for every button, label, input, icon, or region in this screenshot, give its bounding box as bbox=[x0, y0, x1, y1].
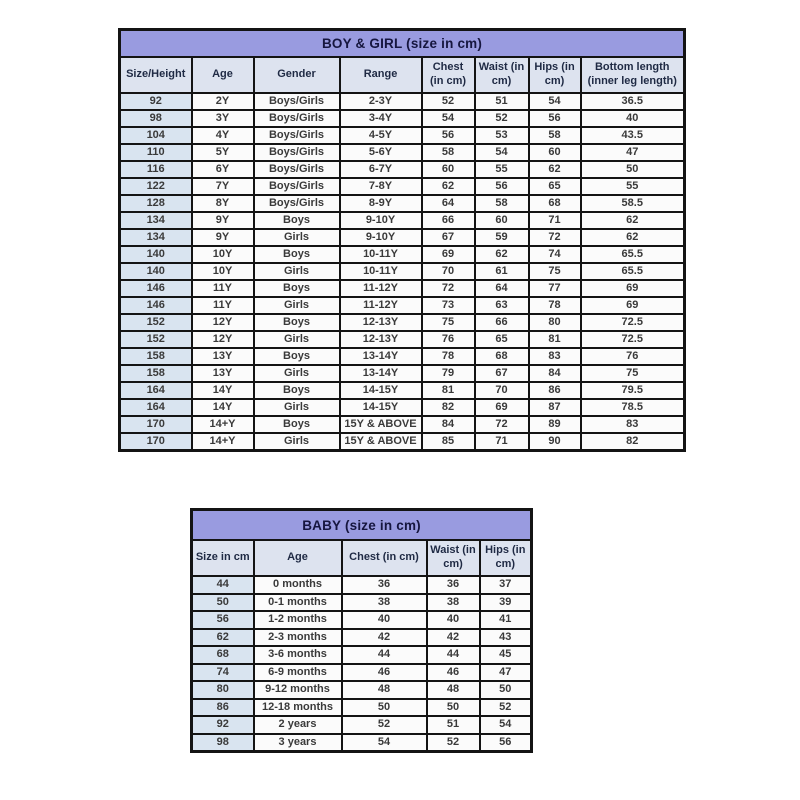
table-cell: 87 bbox=[529, 399, 581, 416]
table-cell: 40 bbox=[581, 110, 685, 127]
table-cell: 164 bbox=[120, 382, 192, 399]
table-cell: 62 bbox=[581, 212, 685, 229]
table-cell: 12-13Y bbox=[340, 314, 422, 331]
table-cell: 48 bbox=[427, 681, 480, 699]
table-cell: 11Y bbox=[192, 297, 254, 314]
table-cell: 9-10Y bbox=[340, 212, 422, 229]
table-cell: 44 bbox=[342, 646, 427, 664]
table-cell: 40 bbox=[342, 611, 427, 629]
table-cell: 69 bbox=[581, 297, 685, 314]
table-cell: 54 bbox=[422, 110, 475, 127]
table-row bbox=[192, 594, 532, 612]
table-cell: 65 bbox=[475, 331, 529, 348]
table-cell: 54 bbox=[475, 144, 529, 161]
column-header: Bottom length (inner leg length) bbox=[581, 57, 685, 93]
table-row bbox=[120, 161, 685, 178]
table-row bbox=[120, 212, 685, 229]
table-cell: 8Y bbox=[192, 195, 254, 212]
table-cell: 78 bbox=[422, 348, 475, 365]
table-cell: 2Y bbox=[192, 93, 254, 110]
column-header: Age bbox=[192, 57, 254, 93]
table-cell: Girls bbox=[254, 297, 340, 314]
table-cell: 14-15Y bbox=[340, 399, 422, 416]
table-cell: 65.5 bbox=[581, 246, 685, 263]
table-cell: 9Y bbox=[192, 229, 254, 246]
table-cell: Boys/Girls bbox=[254, 110, 340, 127]
table-cell: 170 bbox=[120, 433, 192, 451]
table-cell: 3Y bbox=[192, 110, 254, 127]
table-row bbox=[192, 576, 532, 594]
table-cell: 69 bbox=[422, 246, 475, 263]
column-header: Waist (in cm) bbox=[427, 540, 480, 576]
table-cell: 72.5 bbox=[581, 314, 685, 331]
table-title-row bbox=[120, 30, 685, 58]
table-cell: 128 bbox=[120, 195, 192, 212]
table-cell: Boys bbox=[254, 246, 340, 263]
table-cell: 86 bbox=[192, 699, 254, 717]
table-cell: 11-12Y bbox=[340, 297, 422, 314]
table-cell: 48 bbox=[342, 681, 427, 699]
table-row bbox=[120, 110, 685, 127]
table-cell: 3-6 months bbox=[254, 646, 342, 664]
table-cell: 37 bbox=[480, 576, 532, 594]
table-cell: 0-1 months bbox=[254, 594, 342, 612]
table-cell: 7Y bbox=[192, 178, 254, 195]
table-cell: 62 bbox=[581, 229, 685, 246]
table-row bbox=[120, 246, 685, 263]
table-cell: 14+Y bbox=[192, 433, 254, 451]
table-cell: 6-7Y bbox=[340, 161, 422, 178]
table-cell: 66 bbox=[475, 314, 529, 331]
table-cell: 7-8Y bbox=[340, 178, 422, 195]
table-cell: 76 bbox=[581, 348, 685, 365]
table-cell: 58 bbox=[529, 127, 581, 144]
column-header: Waist (in cm) bbox=[475, 57, 529, 93]
table-cell: 43.5 bbox=[581, 127, 685, 144]
table-cell: 10-11Y bbox=[340, 246, 422, 263]
table-cell: 62 bbox=[475, 246, 529, 263]
table-cell: Girls bbox=[254, 433, 340, 451]
table-row bbox=[120, 433, 685, 451]
table-cell: 86 bbox=[529, 382, 581, 399]
table-cell: 73 bbox=[422, 297, 475, 314]
table-title: BABY (size in cm) bbox=[192, 510, 532, 541]
table-cell: 60 bbox=[475, 212, 529, 229]
table-cell: 98 bbox=[120, 110, 192, 127]
table-header-row bbox=[192, 540, 532, 576]
table-cell: 116 bbox=[120, 161, 192, 178]
table-cell: 110 bbox=[120, 144, 192, 161]
table-cell: Boys/Girls bbox=[254, 144, 340, 161]
table-cell: 54 bbox=[529, 93, 581, 110]
table-cell: 10-11Y bbox=[340, 263, 422, 280]
table-cell: 50 bbox=[192, 594, 254, 612]
table-cell: 69 bbox=[475, 399, 529, 416]
table-cell: 72 bbox=[529, 229, 581, 246]
table-row bbox=[192, 664, 532, 682]
table-row bbox=[120, 195, 685, 212]
table-cell: 11-12Y bbox=[340, 280, 422, 297]
table-cell: 79.5 bbox=[581, 382, 685, 399]
table-cell: 1-2 months bbox=[254, 611, 342, 629]
table-row bbox=[120, 229, 685, 246]
table-cell: Boys bbox=[254, 382, 340, 399]
table-cell: 79 bbox=[422, 365, 475, 382]
table-cell: 4Y bbox=[192, 127, 254, 144]
table-cell: 92 bbox=[192, 716, 254, 734]
table-cell: 9Y bbox=[192, 212, 254, 229]
table-cell: 36.5 bbox=[581, 93, 685, 110]
table-cell: 76 bbox=[422, 331, 475, 348]
table-cell: 46 bbox=[342, 664, 427, 682]
table-cell: 67 bbox=[422, 229, 475, 246]
column-header: Chest (in cm) bbox=[342, 540, 427, 576]
table-row bbox=[120, 178, 685, 195]
table-cell: Girls bbox=[254, 263, 340, 280]
table-row bbox=[120, 416, 685, 433]
table-cell: 4-5Y bbox=[340, 127, 422, 144]
table-cell: 38 bbox=[427, 594, 480, 612]
table-cell: 12Y bbox=[192, 331, 254, 348]
table-cell: 58 bbox=[422, 144, 475, 161]
table-cell: 52 bbox=[480, 699, 532, 717]
table-cell: 12-18 months bbox=[254, 699, 342, 717]
table-cell: 77 bbox=[529, 280, 581, 297]
table-cell: 71 bbox=[475, 433, 529, 451]
table-cell: 56 bbox=[192, 611, 254, 629]
table-cell: 70 bbox=[475, 382, 529, 399]
table-cell: 68 bbox=[192, 646, 254, 664]
table-cell: 54 bbox=[480, 716, 532, 734]
table-cell: 152 bbox=[120, 314, 192, 331]
table-cell: 52 bbox=[475, 110, 529, 127]
table-cell: 11Y bbox=[192, 280, 254, 297]
table-cell: 78.5 bbox=[581, 399, 685, 416]
table-cell: 60 bbox=[529, 144, 581, 161]
table-cell: 8-9Y bbox=[340, 195, 422, 212]
table-cell: 44 bbox=[427, 646, 480, 664]
table-cell: 74 bbox=[529, 246, 581, 263]
table-row bbox=[192, 681, 532, 699]
table-cell: 13-14Y bbox=[340, 365, 422, 382]
table-row bbox=[120, 127, 685, 144]
table-cell: Boys/Girls bbox=[254, 93, 340, 110]
table-cell: 15Y & ABOVE bbox=[340, 416, 422, 433]
table-cell: 62 bbox=[192, 629, 254, 647]
table-cell: 71 bbox=[529, 212, 581, 229]
table-row bbox=[192, 646, 532, 664]
table-cell: 55 bbox=[581, 178, 685, 195]
table-cell: 14+Y bbox=[192, 416, 254, 433]
table-cell: 9-10Y bbox=[340, 229, 422, 246]
table-row bbox=[120, 280, 685, 297]
table-cell: Boys bbox=[254, 416, 340, 433]
table-cell: 36 bbox=[427, 576, 480, 594]
table-row bbox=[120, 314, 685, 331]
table-cell: 10Y bbox=[192, 246, 254, 263]
table-cell: 83 bbox=[581, 416, 685, 433]
table-row bbox=[192, 611, 532, 629]
table-cell: 2 years bbox=[254, 716, 342, 734]
table-cell: 66 bbox=[422, 212, 475, 229]
table-cell: 5-6Y bbox=[340, 144, 422, 161]
table-cell: 43 bbox=[480, 629, 532, 647]
table-cell: Girls bbox=[254, 399, 340, 416]
table-cell: 92 bbox=[120, 93, 192, 110]
table-cell: 54 bbox=[342, 734, 427, 752]
table-cell: 36 bbox=[342, 576, 427, 594]
table-body bbox=[192, 576, 532, 752]
table-cell: 122 bbox=[120, 178, 192, 195]
table-cell: 70 bbox=[422, 263, 475, 280]
table-cell: 56 bbox=[480, 734, 532, 752]
table-cell: 82 bbox=[422, 399, 475, 416]
table-cell: 52 bbox=[422, 93, 475, 110]
table-cell: 3 years bbox=[254, 734, 342, 752]
table-cell: 51 bbox=[427, 716, 480, 734]
table-cell: 72 bbox=[475, 416, 529, 433]
table-row bbox=[120, 365, 685, 382]
table-cell: 146 bbox=[120, 297, 192, 314]
table-cell: 104 bbox=[120, 127, 192, 144]
table-row bbox=[120, 348, 685, 365]
table-cell: 13-14Y bbox=[340, 348, 422, 365]
table-cell: 75 bbox=[422, 314, 475, 331]
table-cell: 14-15Y bbox=[340, 382, 422, 399]
table-cell: 140 bbox=[120, 263, 192, 280]
table-cell: 68 bbox=[475, 348, 529, 365]
table-cell: 75 bbox=[581, 365, 685, 382]
table-cell: 164 bbox=[120, 399, 192, 416]
table-cell: 72 bbox=[422, 280, 475, 297]
table-cell: 68 bbox=[529, 195, 581, 212]
table-cell: 58.5 bbox=[581, 195, 685, 212]
table-cell: 47 bbox=[480, 664, 532, 682]
table-cell: 65 bbox=[529, 178, 581, 195]
table-cell: 52 bbox=[342, 716, 427, 734]
table-title: BOY & GIRL (size in cm) bbox=[120, 30, 685, 58]
column-header: Size in cm bbox=[192, 540, 254, 576]
table-cell: 80 bbox=[529, 314, 581, 331]
table-cell: 98 bbox=[192, 734, 254, 752]
table-cell: 67 bbox=[475, 365, 529, 382]
boy-girl-size-table bbox=[118, 28, 686, 452]
table-cell: 61 bbox=[475, 263, 529, 280]
table-cell: Boys/Girls bbox=[254, 195, 340, 212]
table-row bbox=[192, 699, 532, 717]
table-cell: Boys bbox=[254, 348, 340, 365]
table-cell: 6Y bbox=[192, 161, 254, 178]
table-cell: 63 bbox=[475, 297, 529, 314]
table-cell: 170 bbox=[120, 416, 192, 433]
table-cell: Boys bbox=[254, 212, 340, 229]
table-cell: 10Y bbox=[192, 263, 254, 280]
table-cell: 78 bbox=[529, 297, 581, 314]
table-cell: 14Y bbox=[192, 399, 254, 416]
table-cell: 53 bbox=[475, 127, 529, 144]
table-cell: 47 bbox=[581, 144, 685, 161]
table-cell: Boys/Girls bbox=[254, 178, 340, 195]
table-cell: 13Y bbox=[192, 365, 254, 382]
table-cell: 2-3 months bbox=[254, 629, 342, 647]
table-cell: 62 bbox=[422, 178, 475, 195]
table-cell: 46 bbox=[427, 664, 480, 682]
table-row bbox=[120, 331, 685, 348]
table-cell: 140 bbox=[120, 246, 192, 263]
table-cell: 45 bbox=[480, 646, 532, 664]
table-cell: 83 bbox=[529, 348, 581, 365]
table-row bbox=[120, 297, 685, 314]
table-cell: 50 bbox=[581, 161, 685, 178]
table-cell: 82 bbox=[581, 433, 685, 451]
table-cell: Boys/Girls bbox=[254, 161, 340, 178]
table-cell: 2-3Y bbox=[340, 93, 422, 110]
table-cell: 52 bbox=[427, 734, 480, 752]
table-body bbox=[120, 93, 685, 451]
column-header: Gender bbox=[254, 57, 340, 93]
table-cell: 59 bbox=[475, 229, 529, 246]
table-cell: 51 bbox=[475, 93, 529, 110]
table-row bbox=[192, 716, 532, 734]
table-cell: 39 bbox=[480, 594, 532, 612]
table-cell: 81 bbox=[422, 382, 475, 399]
table-cell: 44 bbox=[192, 576, 254, 594]
table-cell: 50 bbox=[480, 681, 532, 699]
table-cell: 85 bbox=[422, 433, 475, 451]
table-cell: 152 bbox=[120, 331, 192, 348]
table-cell: 56 bbox=[422, 127, 475, 144]
table-cell: 74 bbox=[192, 664, 254, 682]
table-cell: 41 bbox=[480, 611, 532, 629]
table-cell: 134 bbox=[120, 212, 192, 229]
table-cell: 60 bbox=[422, 161, 475, 178]
table-cell: 5Y bbox=[192, 144, 254, 161]
table-cell: 58 bbox=[475, 195, 529, 212]
table-row bbox=[192, 734, 532, 752]
table-cell: 12Y bbox=[192, 314, 254, 331]
table-cell: 50 bbox=[342, 699, 427, 717]
table-cell: Girls bbox=[254, 331, 340, 348]
table-cell: 56 bbox=[529, 110, 581, 127]
column-header: Range bbox=[340, 57, 422, 93]
table-cell: 134 bbox=[120, 229, 192, 246]
table-cell: 40 bbox=[427, 611, 480, 629]
table-cell: 42 bbox=[342, 629, 427, 647]
table-cell: 38 bbox=[342, 594, 427, 612]
table-cell: 84 bbox=[529, 365, 581, 382]
table-cell: 64 bbox=[422, 195, 475, 212]
table-cell: 62 bbox=[529, 161, 581, 178]
table-row bbox=[120, 93, 685, 110]
table-cell: 89 bbox=[529, 416, 581, 433]
table-cell: 69 bbox=[581, 280, 685, 297]
table-row bbox=[120, 144, 685, 161]
table-cell: 81 bbox=[529, 331, 581, 348]
table-header-row bbox=[120, 57, 685, 93]
table-cell: 146 bbox=[120, 280, 192, 297]
table-cell: 75 bbox=[529, 263, 581, 280]
table-cell: 13Y bbox=[192, 348, 254, 365]
column-header: Hips (in cm) bbox=[529, 57, 581, 93]
table-cell: Boys/Girls bbox=[254, 127, 340, 144]
table-cell: 64 bbox=[475, 280, 529, 297]
table-cell: 9-12 months bbox=[254, 681, 342, 699]
table-cell: 3-4Y bbox=[340, 110, 422, 127]
table-cell: 50 bbox=[427, 699, 480, 717]
table-cell: 15Y & ABOVE bbox=[340, 433, 422, 451]
column-header: Size/Height bbox=[120, 57, 192, 93]
table-cell: Boys bbox=[254, 280, 340, 297]
table-cell: 42 bbox=[427, 629, 480, 647]
table-row bbox=[120, 382, 685, 399]
table-cell: 0 months bbox=[254, 576, 342, 594]
table-row bbox=[120, 399, 685, 416]
table-cell: 6-9 months bbox=[254, 664, 342, 682]
table-cell: 84 bbox=[422, 416, 475, 433]
table-cell: 12-13Y bbox=[340, 331, 422, 348]
table-cell: 158 bbox=[120, 348, 192, 365]
table-cell: 14Y bbox=[192, 382, 254, 399]
table-cell: 72.5 bbox=[581, 331, 685, 348]
table-cell: 158 bbox=[120, 365, 192, 382]
baby-size-table bbox=[190, 508, 533, 753]
table-row bbox=[192, 629, 532, 647]
table-cell: 90 bbox=[529, 433, 581, 451]
table-cell: Girls bbox=[254, 365, 340, 382]
table-cell: Girls bbox=[254, 229, 340, 246]
table-cell: 56 bbox=[475, 178, 529, 195]
table-cell: 65.5 bbox=[581, 263, 685, 280]
column-header: Age bbox=[254, 540, 342, 576]
table-cell: 55 bbox=[475, 161, 529, 178]
column-header: Chest (in cm) bbox=[422, 57, 475, 93]
table-cell: 80 bbox=[192, 681, 254, 699]
table-cell: Boys bbox=[254, 314, 340, 331]
table-title-row bbox=[192, 510, 532, 541]
table-row bbox=[120, 263, 685, 280]
column-header: Hips (in cm) bbox=[480, 540, 532, 576]
